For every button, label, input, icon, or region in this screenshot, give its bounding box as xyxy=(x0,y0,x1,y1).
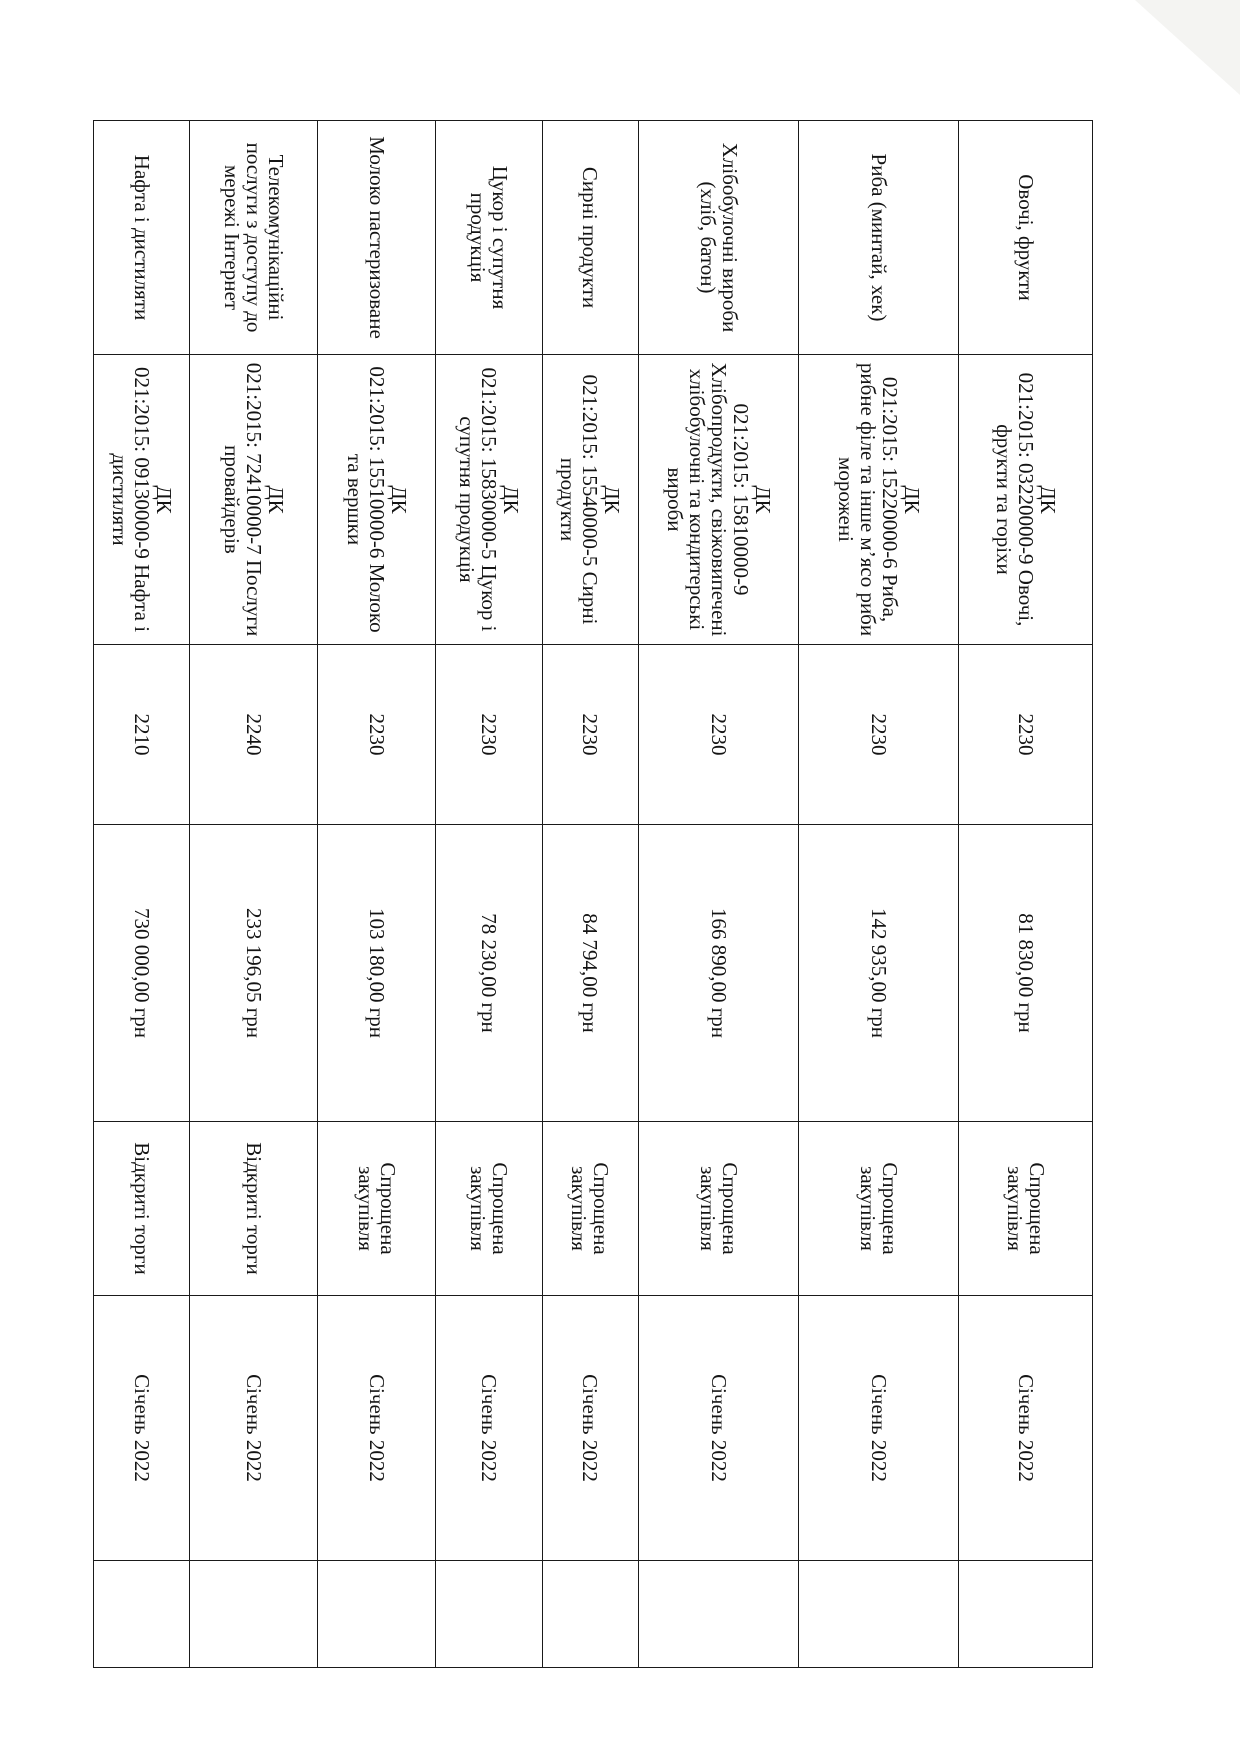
page-corner-fold xyxy=(1135,0,1240,95)
expected-cost-cell: 233 196,05 грн xyxy=(190,825,318,1122)
procurement-table xyxy=(93,120,1093,1668)
expected-cost-cell: 730 000,00 грн xyxy=(94,825,190,1122)
rotated-table-container xyxy=(93,120,1093,1667)
item-name-cell: Нафта і дистиляти xyxy=(94,121,190,355)
dk-prefix: ДК xyxy=(600,485,625,514)
procedure-type-cell: Спрощена закупівля xyxy=(799,1122,959,1296)
procedure-type-cell: Відкриті торги xyxy=(190,1122,318,1296)
dk-prefix: ДК xyxy=(498,485,523,514)
procedure-type-cell: Спрощена закупівля xyxy=(638,1122,798,1296)
start-date-cell: Січень 2022 xyxy=(638,1296,798,1561)
procedure-type-cell: Спрощена закупівля xyxy=(542,1122,638,1296)
dk-code-text: 021:2015: 03220000-9 Овочі, фрукти та горіхи xyxy=(991,372,1038,627)
item-name-cell: Хлібобулочні вироби (хліб, батон) xyxy=(638,121,798,355)
table-row xyxy=(959,121,1093,1668)
kekv-cell: 2230 xyxy=(435,645,542,825)
item-name-cell: Телекомунікаційні послуги з доступу до мережі Інтернет xyxy=(190,121,318,355)
start-date-cell: Січень 2022 xyxy=(799,1296,959,1561)
item-name-cell: Овочі, фрукти xyxy=(959,121,1093,355)
start-date-cell: Січень 2022 xyxy=(542,1296,638,1561)
dk-code-text: 021:2015: 15220000-6 Риба, рибне філе та інше м’ясо риби морожені xyxy=(833,362,902,637)
procedure-type-cell: Спрощена закупівля xyxy=(435,1122,542,1296)
expected-cost-cell: 103 180,00 грн xyxy=(318,825,436,1122)
dk-code-cell xyxy=(318,355,436,645)
table-row xyxy=(799,121,959,1668)
expected-cost-cell: 78 230,00 грн xyxy=(435,825,542,1122)
dk-prefix: ДК xyxy=(151,485,176,514)
note-cell xyxy=(542,1561,638,1668)
start-date-cell: Січень 2022 xyxy=(190,1296,318,1561)
dk-code-cell xyxy=(959,355,1093,645)
dk-prefix: ДК xyxy=(899,485,924,514)
expected-cost-cell: 81 830,00 грн xyxy=(959,825,1093,1122)
table-row xyxy=(638,121,798,1668)
item-name-cell: Сирні продукти xyxy=(542,121,638,355)
kekv-cell: 2230 xyxy=(799,645,959,825)
dk-code-text: 021:2015: 09130000-9 Нафта і дистиляти xyxy=(107,366,154,633)
expected-cost-cell: 84 794,00 грн xyxy=(542,825,638,1122)
dk-code-text: 021:2015: 15810000-9 Хлібопродукти, свіжовипечені хлібобулочні та кондитерські вироби xyxy=(662,362,753,637)
dk-code-text: 021:2015: 15540000-5 Сирні продукти xyxy=(556,374,603,625)
kekv-cell: 2230 xyxy=(959,645,1093,825)
item-name-cell: Риба (минтай, хек) xyxy=(799,121,959,355)
dk-code-text: 021:2015: 15510000-6 Молоко та вершки xyxy=(342,366,389,633)
dk-prefix: ДК xyxy=(386,485,411,514)
note-cell xyxy=(318,1561,436,1668)
kekv-cell: 2230 xyxy=(638,645,798,825)
dk-code-cell xyxy=(542,355,638,645)
procedure-type-cell: Спрощена закупівля xyxy=(959,1122,1093,1296)
note-cell xyxy=(959,1561,1093,1668)
dk-prefix: ДК xyxy=(263,485,288,514)
table-row xyxy=(318,121,436,1668)
kekv-cell: 2230 xyxy=(318,645,436,825)
table-row xyxy=(190,121,318,1668)
dk-code-cell xyxy=(94,355,190,645)
start-date-cell: Січень 2022 xyxy=(94,1296,190,1561)
start-date-cell: Січень 2022 xyxy=(435,1296,542,1561)
dk-prefix: ДК xyxy=(750,485,775,514)
table-row xyxy=(435,121,542,1668)
expected-cost-cell: 142 935,00 грн xyxy=(799,825,959,1122)
dk-prefix: ДК xyxy=(1035,485,1060,514)
procedure-type-cell: Відкриті торги xyxy=(94,1122,190,1296)
table-row xyxy=(542,121,638,1668)
procedure-type-cell: Спрощена закупівля xyxy=(318,1122,436,1296)
note-cell xyxy=(190,1561,318,1668)
dk-code-cell xyxy=(799,355,959,645)
dk-code-cell xyxy=(190,355,318,645)
kekv-cell: 2240 xyxy=(190,645,318,825)
start-date-cell: Січень 2022 xyxy=(959,1296,1093,1561)
note-cell xyxy=(435,1561,542,1668)
kekv-cell: 2230 xyxy=(542,645,638,825)
note-cell xyxy=(799,1561,959,1668)
note-cell xyxy=(94,1561,190,1668)
item-name-cell: Цукор і супутня продукція xyxy=(435,121,542,355)
dk-code-cell xyxy=(435,355,542,645)
dk-code-text: 021:2015: 72410000-7 Послуги провайдерів xyxy=(219,362,266,637)
table-row xyxy=(94,121,190,1668)
start-date-cell: Січень 2022 xyxy=(318,1296,436,1561)
dk-code-cell xyxy=(638,355,798,645)
item-name-cell: Молоко пастеризоване xyxy=(318,121,436,355)
dk-code-text: 021:2015: 15830000-5 Цукор і супутня продукція xyxy=(454,367,501,632)
expected-cost-cell: 166 890,00 грн xyxy=(638,825,798,1122)
kekv-cell: 2210 xyxy=(94,645,190,825)
note-cell xyxy=(638,1561,798,1668)
